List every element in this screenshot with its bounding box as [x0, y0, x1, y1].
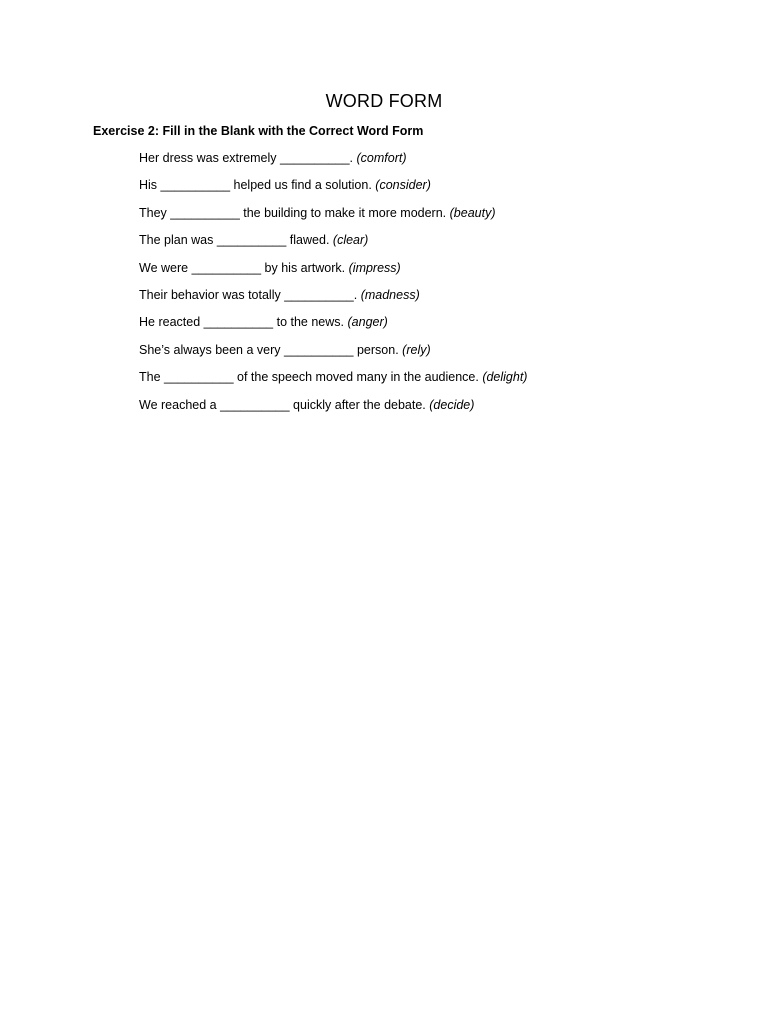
- item-hint: (consider): [375, 178, 431, 193]
- item-text: [139, 232, 368, 248]
- item-hint: (clear): [332, 233, 369, 248]
- item-text: [139, 342, 431, 358]
- item-text: [139, 287, 420, 303]
- item-text: [139, 150, 407, 166]
- item-sentence: Her dress was extremely __________.: [139, 151, 354, 165]
- item-text: [139, 205, 495, 221]
- item-sentence: We were __________ by his artwork.: [139, 260, 346, 275]
- item-sentence: Their behavior was totally __________.: [139, 287, 358, 302]
- item-hint: (impress): [348, 260, 401, 275]
- item-hint: (comfort): [356, 151, 407, 165]
- item-sentence: We reached a __________ quickly after the debate.: [139, 397, 426, 412]
- item-sentence: The __________ of the speech moved many in the audience.: [139, 370, 479, 385]
- item-sentence: They __________ the building to make it more modern.: [139, 205, 447, 220]
- exercise-heading: Exercise 2: Fill in the Blank with the Correct Word Form: [93, 124, 424, 138]
- item-hint: (decide): [429, 397, 475, 412]
- item-text: [139, 177, 431, 193]
- item-sentence: She’s always been a very __________ person.: [139, 342, 399, 357]
- item-hint: (beauty): [449, 205, 496, 220]
- item-sentence: The plan was __________ flawed.: [139, 233, 330, 248]
- page-title: WORD FORM: [325, 91, 443, 111]
- item-hint: (delight): [482, 370, 528, 385]
- item-text: [139, 397, 474, 413]
- item-sentence: His __________ helped us find a solution.: [139, 178, 372, 193]
- item-hint: (anger): [347, 315, 388, 330]
- item-text: [139, 260, 401, 276]
- item-text: [139, 314, 388, 330]
- item-hint: (madness): [360, 287, 420, 302]
- item-text: [139, 369, 527, 385]
- item-sentence: He reacted __________ to the news.: [139, 315, 345, 330]
- item-hint: (rely): [402, 342, 431, 357]
